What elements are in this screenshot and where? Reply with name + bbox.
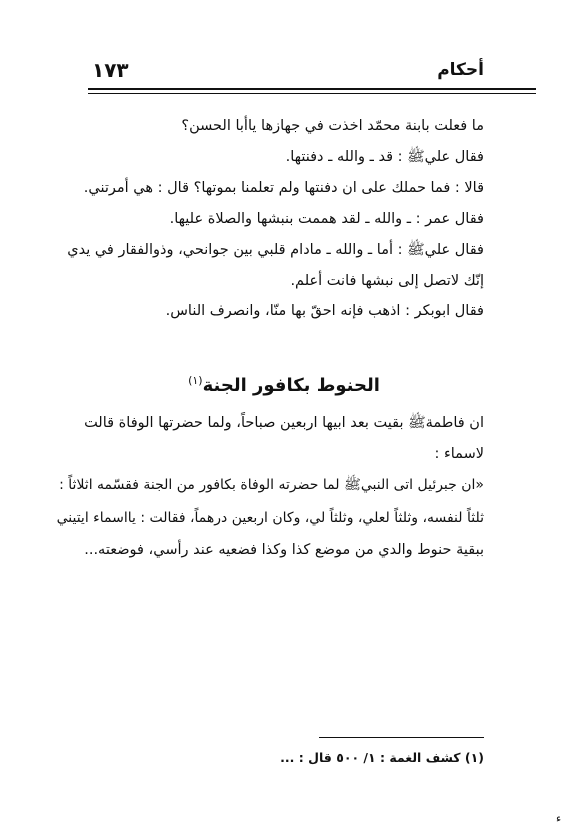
footnote-ref: (١) xyxy=(188,374,203,387)
section-heading-text: الحنوط بكافور الجنة xyxy=(202,375,380,396)
section-heading xyxy=(0,374,568,396)
text-line: ثلثاً لنفسه، وثلثاً لعلي، وثلثاً لي، وكان اربعين درهماً، فقالت : يااسماء ايتيني xyxy=(56,510,484,526)
text-line: لاسماء : xyxy=(434,446,484,462)
footnote-rule xyxy=(319,737,484,738)
page-number: ١٧٣ xyxy=(92,58,129,82)
text-line: فقال عليﷺ : قد ـ والله ـ دفنتها. xyxy=(285,149,484,165)
text-line: إنّك لاتصل إلى نبشها فانت أعلم. xyxy=(290,273,484,289)
corner-mark: ء xyxy=(556,812,562,825)
text-line: فقال ابوبكر : اذهب فإنه احقّ بها منّا، وانصرف الناس. xyxy=(165,303,484,319)
text-line: «ان جبرئيل اتى النبيﷺ لما حضرته الوفاة بكافور من الجنة فقسّمه اثلاثاً : xyxy=(59,477,484,493)
text-line: ان فاطمةﷺ بقيت بعد ابيها اربعين صباحاً، ولما حضرتها الوفاة قالت xyxy=(84,415,484,431)
text-line: ما فعلت بابنة محمّد اخذت في جهازها ياأبا الحسن؟ xyxy=(181,118,484,134)
text-line: قالا : فما حملك على ان دفنتها ولم تعلمنا بموتها؟ قال : هي أمرتني. xyxy=(83,180,484,196)
text-line: فقال عليﷺ : أما ـ والله ـ مادام قلبي بين جوانحي، وذوالفقار في يدي xyxy=(67,242,484,258)
text-line: فقال عمر : ـ والله ـ لقد هممت بنبشها والصلاة عليها. xyxy=(169,211,484,227)
running-head-title: أحكام xyxy=(437,60,484,80)
header-rule-thin xyxy=(88,93,536,94)
text-line: ببقية حنوط والدي من موضع كذا وكذا فضعيه عند رأسي، فوضعته... xyxy=(84,542,484,558)
footnote: (١) كشف الغمة : ١/ ٥٠٠ قال : ... xyxy=(280,750,484,765)
header-rule-thick xyxy=(88,88,536,90)
